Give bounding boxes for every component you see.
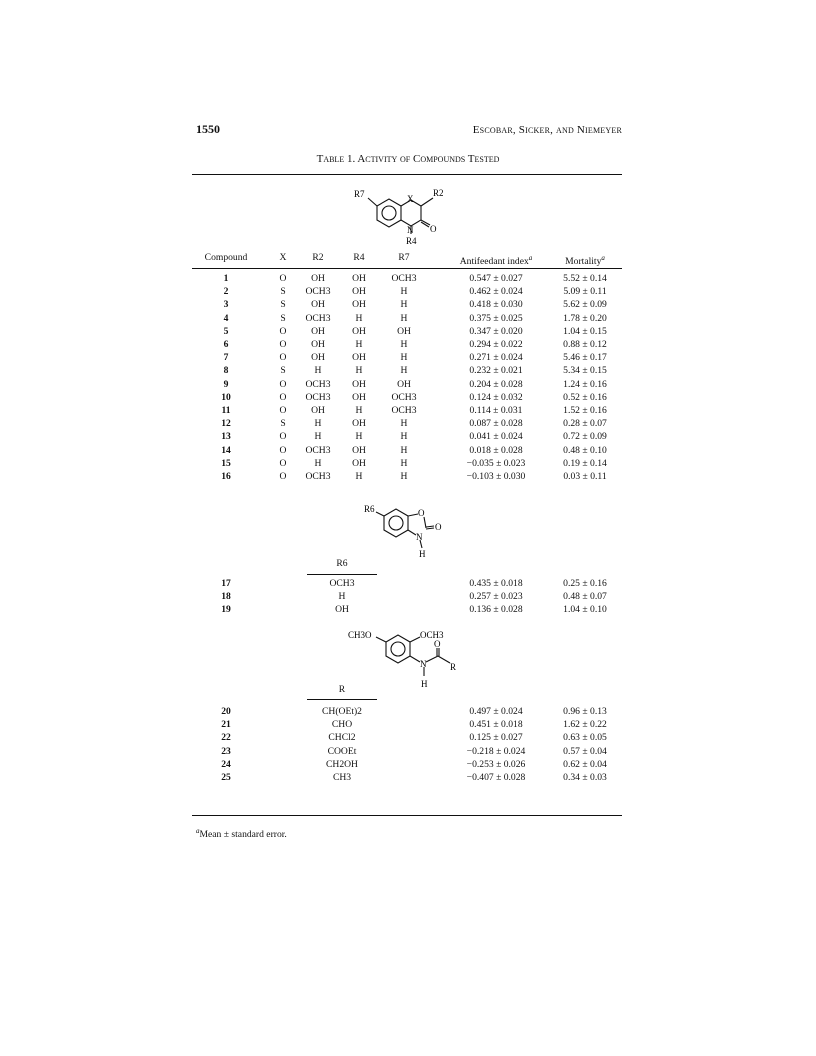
table-bottom-rule bbox=[192, 815, 622, 816]
page-number: 1550 bbox=[196, 122, 220, 136]
r7-value: OCH3 bbox=[391, 405, 417, 416]
x-value: O bbox=[279, 457, 287, 469]
r2-value: H bbox=[314, 431, 322, 443]
mortality-value: 1.04 ± 0.10 bbox=[563, 604, 607, 616]
r4-value: OH bbox=[352, 418, 366, 430]
mortality-value: 0.72 ± 0.09 bbox=[563, 431, 607, 443]
antifeedant-value: 0.418 ± 0.030 bbox=[469, 299, 523, 311]
r4-value: OH bbox=[352, 457, 366, 469]
r4-value: OH bbox=[352, 325, 366, 337]
x-value: O bbox=[279, 352, 287, 364]
r6-header: R6 bbox=[336, 558, 348, 569]
r2-value: OH bbox=[311, 325, 325, 337]
mortality-value: 0.48 ± 0.10 bbox=[563, 444, 607, 456]
r7-value: H bbox=[400, 312, 408, 324]
x-value: S bbox=[280, 299, 286, 311]
r6-value: OCH3 bbox=[329, 578, 355, 589]
compound-number: 13 bbox=[221, 431, 231, 443]
x-value: S bbox=[280, 418, 286, 430]
r2-value: H bbox=[314, 365, 322, 377]
mortality-value: 0.25 ± 0.16 bbox=[563, 578, 607, 589]
compound-number: 23 bbox=[221, 745, 231, 757]
h-label-3: H bbox=[421, 679, 428, 689]
x-value: S bbox=[280, 312, 286, 324]
mortality-value: 0.57 ± 0.04 bbox=[563, 745, 607, 757]
compound-number: 19 bbox=[221, 604, 231, 616]
table-caption: Table 1. Activity of Compounds Tested bbox=[316, 153, 500, 165]
compound-number: 20 bbox=[221, 706, 231, 717]
mortality-value: 0.19 ± 0.14 bbox=[563, 457, 607, 469]
compound-number: 11 bbox=[221, 405, 231, 416]
r2-value: OCH3 bbox=[305, 286, 331, 298]
r2-value: OCH3 bbox=[305, 444, 331, 456]
mortality-value: 0.03 ± 0.11 bbox=[563, 471, 607, 482]
r7-value: H bbox=[400, 471, 408, 482]
r2-value: OCH3 bbox=[305, 471, 331, 482]
x-value: S bbox=[280, 365, 286, 377]
antifeedant-value: 0.232 ± 0.021 bbox=[469, 365, 523, 377]
r-value: COOEt bbox=[327, 745, 357, 757]
col-header-r7: R7 bbox=[398, 252, 410, 263]
antifeedant-value: 0.347 ± 0.020 bbox=[469, 325, 523, 337]
compound-number: 9 bbox=[223, 378, 229, 390]
r4-value: H bbox=[355, 471, 363, 482]
x-value: O bbox=[279, 405, 287, 416]
antifeedant-value: 0.547 ± 0.027 bbox=[469, 273, 523, 284]
r4-value: OH bbox=[352, 352, 366, 364]
r4-value: H bbox=[355, 312, 363, 324]
r7-value: H bbox=[400, 339, 408, 350]
r-label: R bbox=[450, 662, 457, 672]
x-label: X bbox=[407, 194, 414, 204]
r4-value: H bbox=[355, 405, 363, 416]
antifeedant-value: −0.218 ± 0.024 bbox=[466, 745, 526, 757]
r7-value: H bbox=[400, 418, 408, 430]
r7-value: H bbox=[400, 457, 408, 469]
n-label-3: N bbox=[420, 659, 427, 669]
compound-number: 7 bbox=[223, 352, 229, 364]
mortality-value: 1.52 ± 0.16 bbox=[563, 405, 607, 416]
r7-value: H bbox=[400, 365, 408, 377]
mortality-value: 1.78 ± 0.20 bbox=[563, 312, 607, 324]
antifeedant-value: 0.125 ± 0.027 bbox=[469, 732, 523, 744]
och3-label: OCH3 bbox=[420, 630, 444, 640]
antifeedant-value: 0.497 ± 0.024 bbox=[469, 706, 523, 717]
compound-number: 5 bbox=[223, 325, 229, 337]
col-header-antifeedant: Antifeedant index$^a$ bbox=[459, 254, 533, 268]
header-rule bbox=[192, 268, 622, 269]
r7-value: H bbox=[400, 299, 408, 311]
footnote: $^a$Mean ± standard error. bbox=[196, 827, 287, 841]
compound-number: 24 bbox=[221, 758, 231, 770]
r7-value: H bbox=[400, 431, 408, 443]
r2-value: H bbox=[314, 418, 322, 430]
compound-number: 12 bbox=[221, 418, 231, 430]
antifeedant-value: 0.435 ± 0.018 bbox=[469, 578, 523, 589]
r2-value: OH bbox=[311, 273, 325, 284]
footnote-text: Mean ± standard error. bbox=[199, 829, 287, 841]
r7-value: H bbox=[400, 352, 408, 364]
compound-number: 22 bbox=[221, 732, 231, 744]
antifeedant-value: 0.294 ± 0.022 bbox=[469, 339, 523, 350]
r-header-rule bbox=[307, 699, 377, 700]
mortality-value: 0.52 ± 0.16 bbox=[563, 391, 607, 403]
x-value: O bbox=[279, 431, 287, 443]
r2-label: R2 bbox=[433, 188, 444, 198]
r7-value: OH bbox=[397, 325, 411, 337]
r-value: CHO bbox=[331, 719, 353, 731]
r4-value: H bbox=[355, 339, 363, 350]
r-value: CH2OH bbox=[326, 758, 358, 770]
antifeedant-value: 0.257 ± 0.023 bbox=[469, 591, 523, 603]
r4-value: OH bbox=[352, 391, 366, 403]
r4-value: OH bbox=[352, 299, 366, 311]
ch3o-label: CH3O bbox=[348, 630, 372, 640]
compound-number: 3 bbox=[223, 299, 229, 311]
r2-value: OH bbox=[311, 339, 325, 350]
mortality-value: 0.96 ± 0.13 bbox=[563, 706, 607, 717]
r7-value: H bbox=[400, 444, 408, 456]
col-header-r2: R2 bbox=[312, 252, 324, 263]
compound-number: 18 bbox=[221, 591, 231, 603]
h-label-2: H bbox=[419, 549, 426, 559]
x-value: O bbox=[279, 471, 287, 482]
r4-value: H bbox=[355, 431, 363, 443]
r4-value: H bbox=[355, 365, 363, 377]
antifeedant-value: 0.087 ± 0.028 bbox=[469, 418, 523, 430]
running-head: Escobar, Sicker, and Niemeyer bbox=[472, 124, 622, 136]
table-top-rule bbox=[192, 174, 622, 175]
compound-number: 6 bbox=[223, 339, 229, 350]
compound-number: 8 bbox=[223, 365, 229, 377]
x-value: O bbox=[279, 273, 287, 284]
r7-value: OH bbox=[397, 378, 411, 390]
r4-value: OH bbox=[352, 286, 366, 298]
r7-label: R7 bbox=[354, 189, 365, 199]
r6-value: H bbox=[338, 591, 346, 603]
mortality-value: 1.04 ± 0.15 bbox=[563, 325, 607, 337]
benzoxazolinone-structure bbox=[350, 502, 470, 562]
o-label: O bbox=[430, 224, 437, 234]
x-value: S bbox=[280, 286, 286, 298]
antifeedant-value: 0.018 ± 0.028 bbox=[469, 444, 523, 456]
compound-number: 1 bbox=[223, 273, 229, 284]
compound-number: 2 bbox=[223, 286, 229, 298]
r6-value: OH bbox=[335, 604, 349, 616]
r-value: CHCl2 bbox=[328, 732, 356, 744]
x-value: O bbox=[279, 325, 287, 337]
antifeedant-value: 0.204 ± 0.028 bbox=[469, 378, 523, 390]
compound-number: 4 bbox=[223, 312, 229, 324]
compound-number: 14 bbox=[221, 444, 231, 456]
r4-label: R4 bbox=[406, 236, 417, 246]
mortality-value: 5.62 ± 0.09 bbox=[563, 299, 607, 311]
col-header-r4: R4 bbox=[353, 252, 365, 263]
mortality-value: 0.62 ± 0.04 bbox=[563, 758, 607, 770]
exo-o-label: O bbox=[435, 522, 442, 532]
r7-value: OCH3 bbox=[391, 391, 417, 403]
antifeedant-value: 0.271 ± 0.024 bbox=[469, 352, 523, 364]
mortality-value: 5.09 ± 0.11 bbox=[563, 286, 607, 298]
r2-value: OCH3 bbox=[305, 312, 331, 324]
mortality-value: 5.34 ± 0.15 bbox=[563, 365, 607, 377]
mortality-value: 0.63 ± 0.05 bbox=[563, 732, 607, 744]
r-value: CH(OEt)2 bbox=[322, 706, 362, 717]
compound-number: 17 bbox=[221, 578, 231, 589]
compound-number: 15 bbox=[221, 457, 231, 469]
antifeedant-value: −0.407 ± 0.028 bbox=[466, 772, 526, 783]
antifeedant-value: 0.124 ± 0.032 bbox=[469, 391, 523, 403]
antifeedant-value: 0.041 ± 0.024 bbox=[469, 431, 523, 443]
antifeedant-value: 0.462 ± 0.024 bbox=[469, 286, 523, 298]
compound-number: 16 bbox=[221, 471, 231, 482]
r2-value: OH bbox=[311, 299, 325, 311]
x-value: O bbox=[279, 378, 287, 390]
r6-label: R6 bbox=[364, 504, 375, 514]
col-header-compound: Compound bbox=[204, 252, 248, 263]
r4-value: OH bbox=[352, 444, 366, 456]
r-value: CH3 bbox=[332, 772, 352, 783]
mortality-value: 1.62 ± 0.22 bbox=[563, 719, 607, 731]
x-value: O bbox=[279, 339, 287, 350]
col-header-mortality: Mortality$^a$ bbox=[565, 254, 605, 268]
benzoxazinone-structure bbox=[330, 180, 490, 260]
mortality-value: 0.88 ± 0.12 bbox=[563, 339, 607, 350]
antifeedant-value: −0.035 ± 0.023 bbox=[466, 457, 526, 469]
x-value: O bbox=[279, 391, 287, 403]
mortality-value: 1.24 ± 0.16 bbox=[563, 378, 607, 390]
mortality-value: 5.52 ± 0.14 bbox=[563, 273, 607, 284]
r-header: R bbox=[338, 684, 346, 695]
compound-number: 10 bbox=[221, 391, 231, 403]
r2-value: OCH3 bbox=[305, 391, 331, 403]
mortality-value: 5.46 ± 0.17 bbox=[563, 352, 607, 364]
r4-value: OH bbox=[352, 273, 366, 284]
n-label: N bbox=[407, 225, 414, 235]
acetanilide-structure bbox=[340, 626, 480, 696]
mortality-value: 0.34 ± 0.03 bbox=[563, 772, 607, 783]
mortality-value: 0.48 ± 0.07 bbox=[563, 591, 607, 603]
r7-value: OCH3 bbox=[391, 273, 417, 284]
r7-value: H bbox=[400, 286, 408, 298]
col-header-x: X bbox=[279, 252, 287, 263]
antifeedant-value: 0.375 ± 0.025 bbox=[469, 312, 523, 324]
carbonyl-o-label: O bbox=[434, 639, 441, 649]
mortality-value: 0.28 ± 0.07 bbox=[563, 418, 607, 430]
antifeedant-value: 0.136 ± 0.028 bbox=[469, 604, 523, 616]
ring-o-label: O bbox=[418, 508, 425, 518]
antifeedant-value: 0.114 ± 0.031 bbox=[469, 405, 523, 416]
antifeedant-value: −0.103 ± 0.030 bbox=[466, 471, 526, 482]
r2-value: H bbox=[314, 457, 322, 469]
r2-value: OH bbox=[311, 405, 325, 416]
r2-value: OH bbox=[311, 352, 325, 364]
x-value: O bbox=[279, 444, 287, 456]
compound-number: 21 bbox=[221, 719, 231, 731]
antifeedant-value: 0.451 ± 0.018 bbox=[469, 719, 523, 731]
compound-number: 25 bbox=[221, 772, 231, 783]
n-label-2: N bbox=[416, 532, 423, 542]
r4-value: OH bbox=[352, 378, 366, 390]
antifeedant-value: −0.253 ± 0.026 bbox=[466, 758, 526, 770]
r6-header-rule bbox=[307, 574, 377, 575]
r2-value: OCH3 bbox=[305, 378, 331, 390]
